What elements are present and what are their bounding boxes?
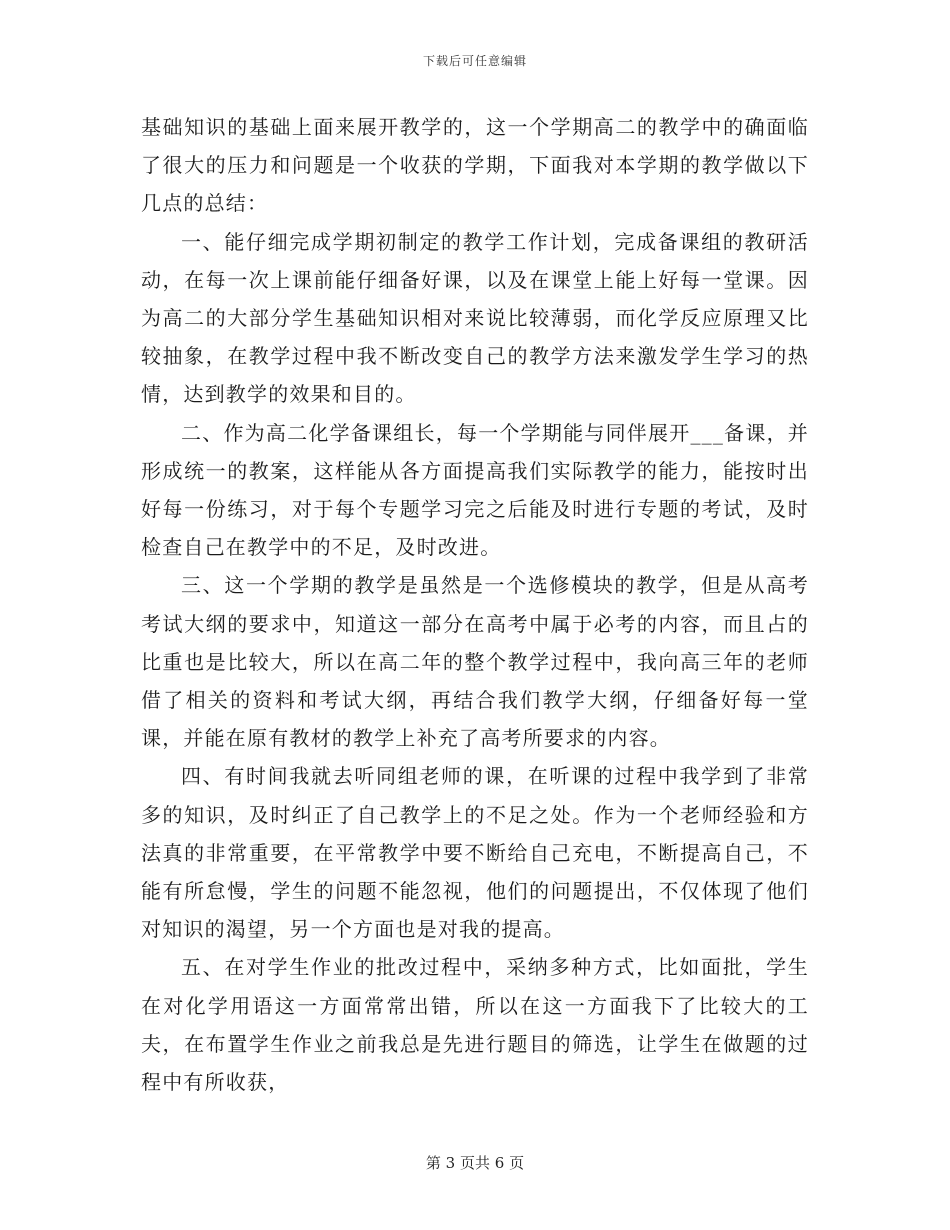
page-number: 第 3 页共 6 页 [425, 1154, 525, 1172]
paragraph-point-2: 二、作为高二化学备课组长，每一个学期能与同伴展开___备课，并形成统一的教案，这样能从各方面提高我们实际教学的能力，能按时出好每一份练习，对于每个专题学习完之后能及时进行专题的考试，及时检查自己在教学中的不足，及时改进。 [141, 420, 809, 560]
document-body [141, 108, 809, 1101]
paragraph-point-4: 四、有时间我就去听同组老师的课，在听课的过程中我学到了非常多的知识，及时纠正了自己教学上的不足之处。作为一个老师经验和方法真的非常重要，在平常教学中要不断给自己充电，不断提高自己，不能有所怠慢，学生的问题不能忽视，他们的问题提出，不仅体现了他们对知识的渴望，另一个方面也是对我的提高。 [141, 764, 809, 942]
paragraph-continuation: 基础知识的基础上面来展开教学的，这一个学期高二的教学中的确面临了很大的压力和问题是一个收获的学期，下面我对本学期的教学做以下几点的总结： [141, 115, 809, 216]
page-header: 下载后可任意编辑 [422, 54, 527, 68]
paragraph-point-1: 一、能仔细完成学期初制定的教学工作计划，完成备课组的教研活动，在每一次上课前能仔细备好课，以及在课堂上能上好每一堂课。因为高二的大部分学生基础知识相对来说比较薄弱，而化学反应原理又比较抽象，在教学过程中我不断改变自己的教学方法来激发学生学习的热情，达到教学的效果和目的。 [141, 229, 809, 407]
paragraph-point-5: 五、在对学生作业的批改过程中，采纳多种方式，比如面批，学生在对化学用语这一方面常常出错，所以在这一方面我下了比较大的工夫，在布置学生作业之前我总是先进行题目的筛选，让学生在做题的过程中有所收获， [141, 955, 809, 1095]
paragraph-point-3: 三、这一个学期的教学是虽然是一个选修模块的教学，但是从高考考试大纲的要求中，知道这一部分在高考中属于必考的内容，而且占的比重也是比较大，所以在高二年的整个教学过程中，我向高三年的老师借了相关的资料和考试大纲，再结合我们教学大纲，仔细备好每一堂课，并能在原有教材的教学上补充了高考所要求的内容。 [141, 573, 809, 751]
